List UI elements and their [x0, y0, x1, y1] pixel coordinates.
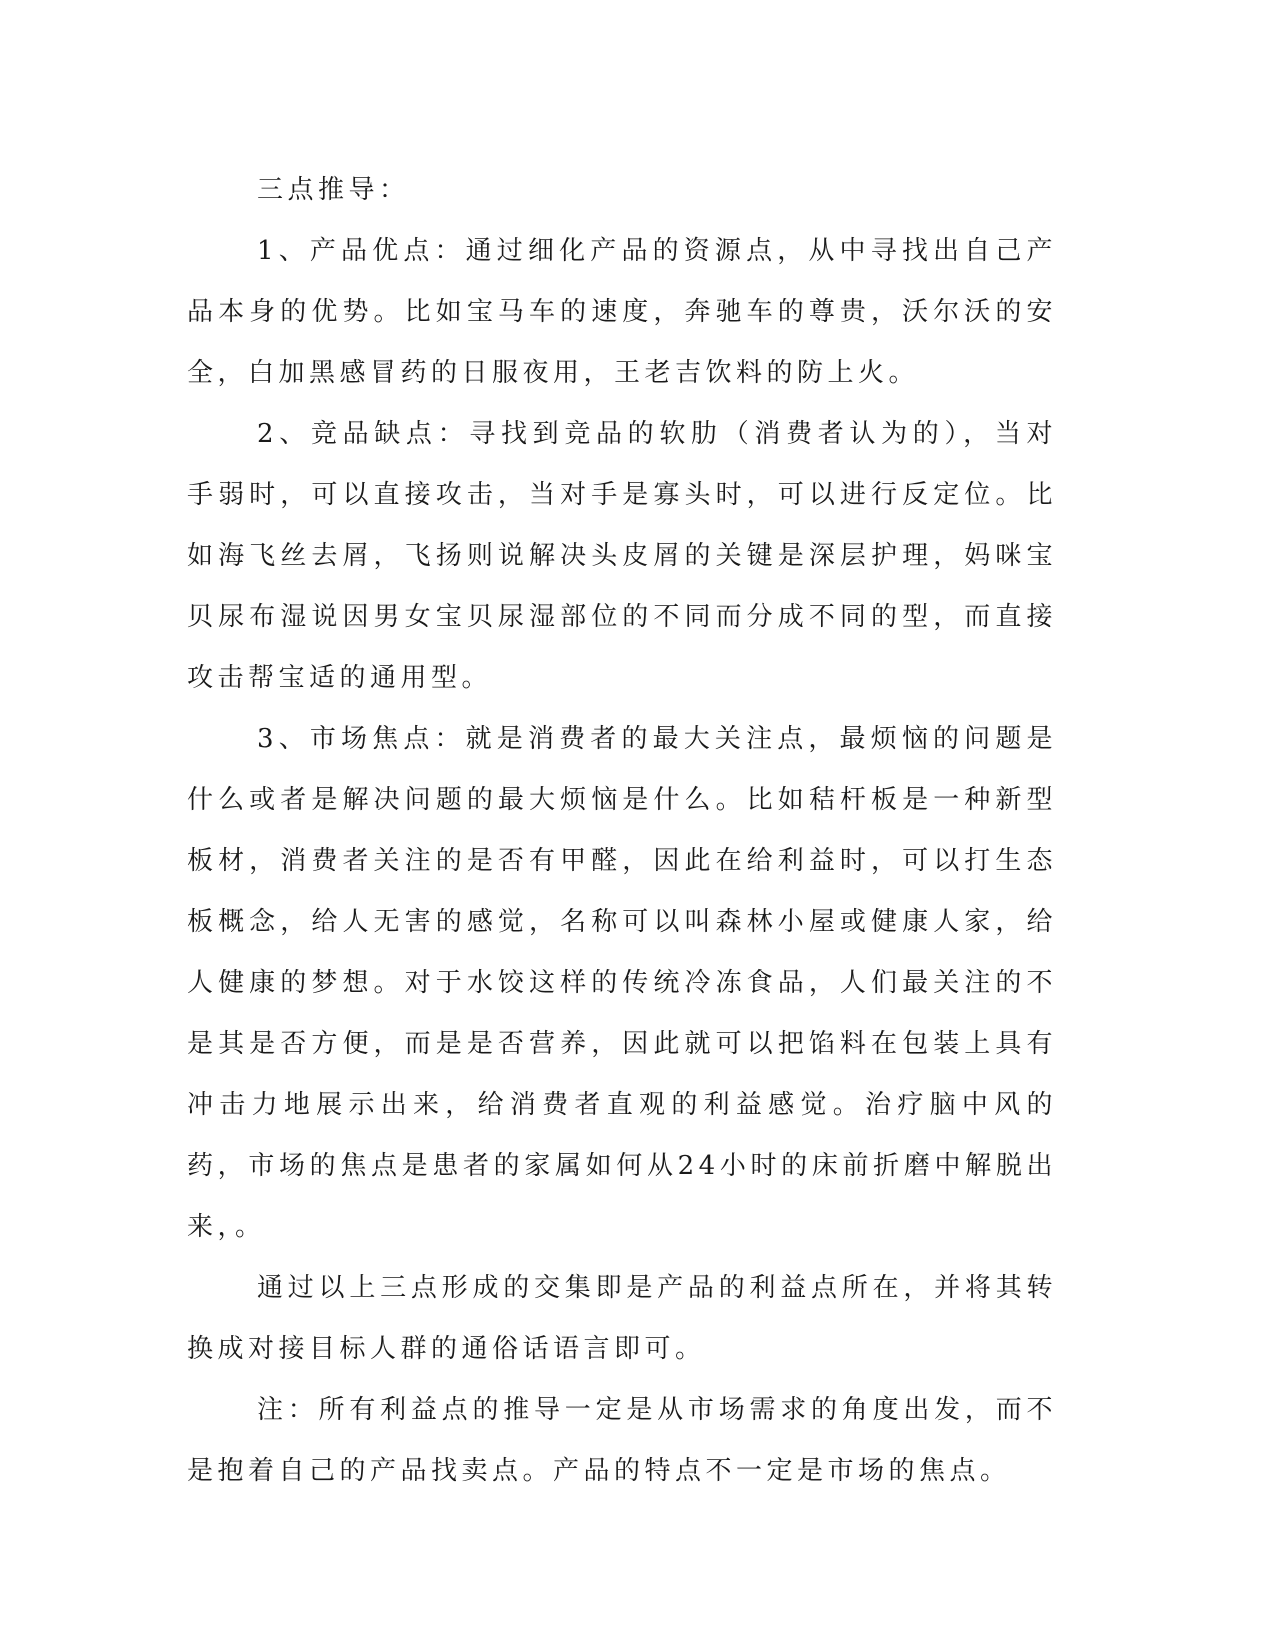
section-heading: 三点推导： [257, 175, 410, 205]
paragraph-competitor-weaknesses: 2、竞品缺点：寻找到竞品的软肋（消费者认为的），当对手弱时，可以直接攻击，当对手是寡头时，可以进行反定位。比如海飞丝去屑，飞扬则说解决头皮屑的关键是深层护理，妈咪宝贝尿布湿说因男女宝贝尿湿部位的不同而分成不同的型，而直接攻击帮宝适的通用型。 [187, 419, 1057, 693]
paragraph-conclusion: 通过以上三点形成的交集即是产品的利益点所在，并将其转换成对接目标人群的通俗话语言即可。 [187, 1273, 1057, 1364]
paragraph-product-advantages: 1、产品优点：通过细化产品的资源点，从中寻找出自己产品本身的优势。比如宝马车的速度，奔驰车的尊贵，沃尔沃的安全，白加黑感冒药的日服夜用，王老吉饮料的防上火。 [187, 236, 1057, 388]
paragraph-note: 注：所有利益点的推导一定是从市场需求的角度出发，而不是抱着自己的产品找卖点。产品的特点不一定是市场的焦点。 [187, 1395, 1057, 1486]
paragraph-market-focus: 3、市场焦点：就是消费者的最大关注点，最烦恼的问题是什么或者是解决问题的最大烦恼是什么。比如秸杆板是一种新型板材，消费者关注的是否有甲醛，因此在给利益时，可以打生态板概念，给人无害的感觉，名称可以叫森林小屋或健康人家，给人健康的梦想。对于水饺这样的传统冷冻食品，人们最关注的不是其是否方便，而是是否营养，因此就可以把馅料在包装上具有冲击力地展示出来，给消费者直观的利益感觉。治疗脑中风的药，市场的焦点是患者的家属如何从24小时的床前折磨中解脱出来，。 [187, 724, 1057, 1242]
document-body [187, 160, 1057, 1502]
